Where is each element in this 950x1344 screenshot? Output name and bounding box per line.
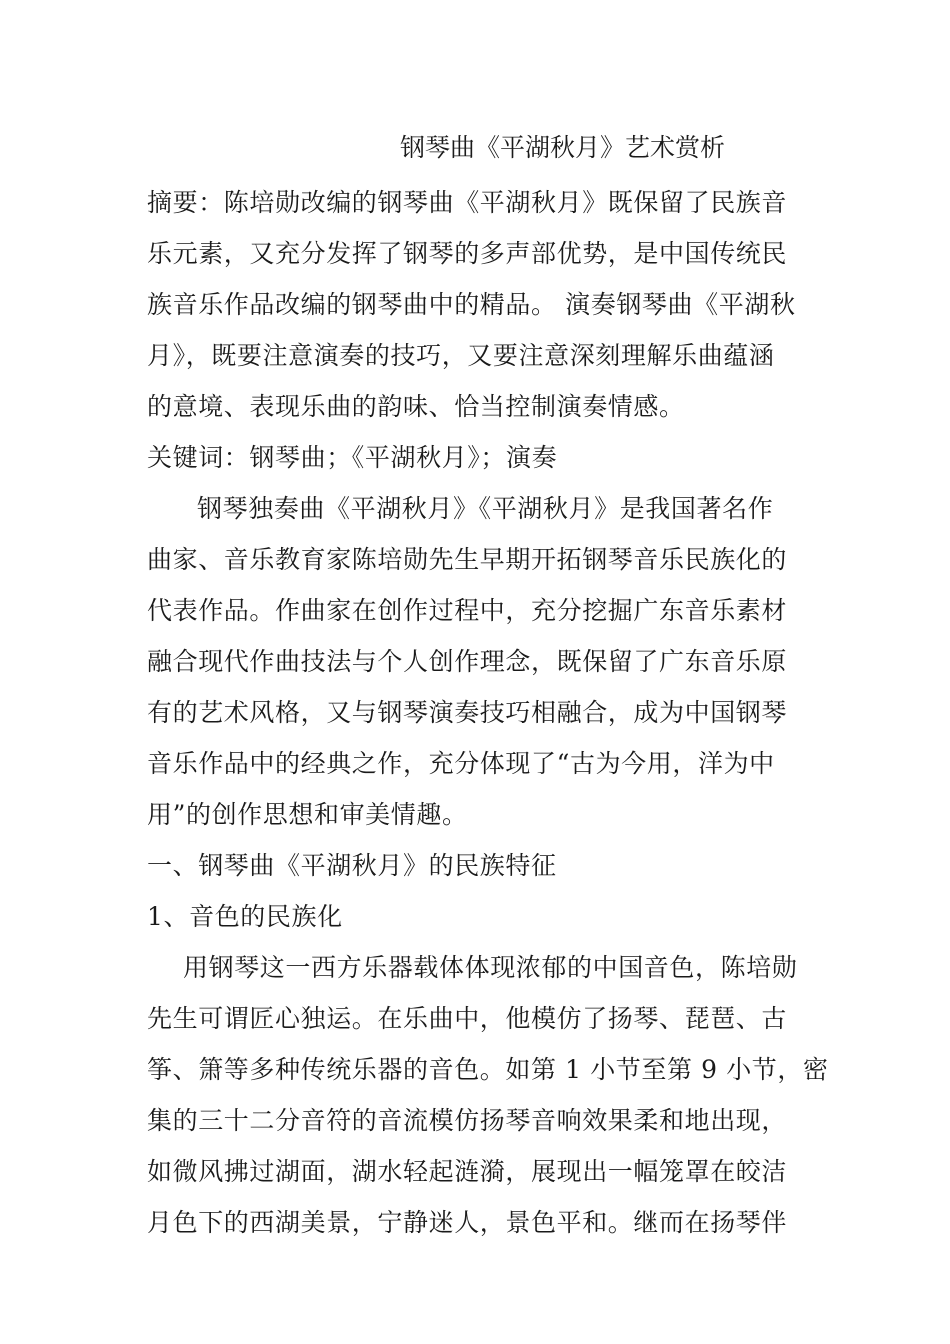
section-heading: 一、钢琴曲《平湖秋月》的民族特征 (147, 851, 557, 880)
intro-line-5: 有的艺术风格，又与钢琴演奏技巧相融合，成为中国钢琴 (147, 698, 788, 727)
intro-line-4: 融合现代作曲技法与个人创作理念，既保留了广东音乐原 (147, 647, 788, 676)
document-body (147, 183, 829, 1254)
paragraph-line-6: 月色下的西湖美景，宁静迷人，景色平和。继而在扬琴伴 (147, 1208, 788, 1237)
document-title: 钢琴曲《平湖秋月》艺术赏析 (400, 133, 726, 162)
intro-line-2: 曲家、音乐教育家陈培勋先生早期开拓钢琴音乐民族化的 (147, 545, 788, 574)
subsection-heading: 1、音色的民族化 (147, 902, 343, 931)
intro-line-7: 用”的创作思想和审美情趣。 (147, 800, 468, 829)
abstract-line-2: 乐元素，又充分发挥了钢琴的多声部优势，是中国传统民 (147, 239, 788, 268)
intro-line-1: 钢琴独奏曲《平湖秋月》《平湖秋月》是我国著名作 (197, 494, 774, 523)
abstract-line-3: 族音乐作品改编的钢琴曲中的精品。 演奏钢琴曲《平湖秋 (147, 290, 796, 319)
intro-line-6: 音乐作品中的经典之作，充分体现了“古为今用，洋为中 (147, 749, 775, 778)
keywords-line: 关键词：钢琴曲；《平湖秋月》；演奏 (147, 443, 558, 472)
paragraph-line-2: 先生可谓匠心独运。在乐曲中，他模仿了扬琴、琵琶、古 (147, 1004, 788, 1033)
intro-line-3: 代表作品。作曲家在创作过程中，充分挖掘广东音乐素材 (147, 596, 788, 625)
paragraph-line-1: 用钢琴这一西方乐器载体体现浓郁的中国音色，陈培勋 (183, 953, 798, 982)
paragraph-line-4: 集的三十二分音符的音流模仿扬琴音响效果柔和地出现， (147, 1106, 788, 1135)
abstract-line-1: 摘要：陈培勋改编的钢琴曲《平湖秋月》既保留了民族音 (147, 188, 788, 217)
abstract-line-4: 月》，既要注意演奏的技巧，又要注意深刻理解乐曲蕴涵 (147, 341, 775, 370)
abstract-line-5: 的意境、表现乐曲的韵味、恰当控制演奏情感。 (147, 392, 685, 421)
paragraph-line-5: 如微风拂过湖面，湖水轻起涟漪，展现出一幅笼罩在皎洁 (147, 1157, 788, 1186)
paragraph-line-3: 筝、箫等多种传统乐器的音色。如第 1 小节至第 9 小节，密 (147, 1055, 829, 1084)
